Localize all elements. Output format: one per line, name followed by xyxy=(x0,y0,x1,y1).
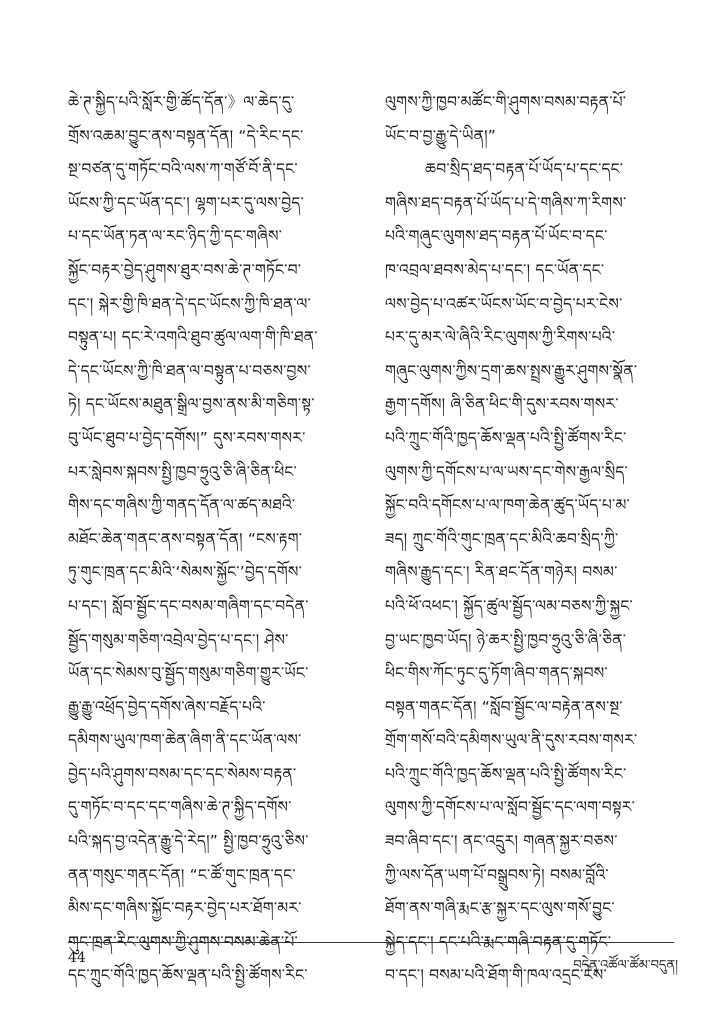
text-line: ཡོང་བ་བྱ་རྒྱུ་དེ་ཡིན།” xyxy=(385,126,497,145)
text-line: པའི་སྐད་བྱ་འདེན་རྒྱུ་དེ་རེད།” སྤྱི་ཁྱབ་ཧྲུའུ་ཅིས་ xyxy=(68,832,309,851)
text-line: ཀྱི་ལས་དོན་ཡག་པོ་བསྒྲུབས་ཏེ། བསམ་བློའི་ xyxy=(385,865,609,884)
text-line: གཞིས་རྒྱུད་དང་། རིན་ཐང་དོན་གཉེར། བསམ་ xyxy=(385,563,618,582)
text-line: སྦྱོད་གསུམ་གཅིག་འབྲེལ་བྱེད་པ་དང་། ཤེས་ xyxy=(68,630,289,649)
text-line: བུ་ཡོང་ཐུབ་པ་བྱེད་དགོས།” དུས་རབས་གསར་ xyxy=(68,428,306,447)
text-line: བསྟུན་པ། དང་རེ་འགའི་ཐུབ་ཚུལ་ལག་གི་ཁི་ཐན་ xyxy=(68,328,318,347)
text-line: མིས་དང་གཞིས་སྐྱོང་བརྟར་བྱེད་པར་ཐོག་མར་ xyxy=(68,899,302,918)
text-line: དམིགས་ཡུལ་ཁག་ཆེན་ཞིག་ནི་དང་ཡོན་ལས་ xyxy=(68,731,302,750)
text-line: གཞིས་ཐད་བརྟན་པོ་ཡོད་པ་དེ་གཞིས་ཀ་རིགས་ xyxy=(385,193,627,212)
text-line: སྐྱོང་བའི་དགོངས་པ་ལ་ཁག་ཆེན་ཚུད་ཡོད་པ་མ་ xyxy=(385,496,630,515)
text-line: པ་དང་ཡོན་ཏན་ལ་རང་ཉིད་ཀྱི་དང་གཞིས་ xyxy=(68,227,283,246)
running-title: བདེན་འཚོལ་ཚོམ་བདུན། xyxy=(573,958,678,973)
text-line: གུང་ཁྲན་རིང་ལུགས་ཀྱི་ཤུགས་བསམ་ཆེན་པོ་ xyxy=(68,932,298,951)
text-line: ཟབ་ཞིབ་དང་། ནང་འདྲུར། གཞན་སྐྱར་བཅས་ xyxy=(385,832,618,851)
text-line: ཟད། ཀྲུང་གོའི་གུང་ཁྲན་དང་མིའི་ཆབ་སྲིད་ཀྱི་ xyxy=(385,529,619,548)
text-line: ཁ་འབྲལ་ཐབས་མེད་པ་དང་། དང་ཡོན་དང་ xyxy=(385,260,605,279)
text-line: ཕིང་གིས་ཀོང་ཏུང་དུ་ཏོག་ཞིབ་གནད་སྐབས་ xyxy=(385,664,608,683)
text-line: ལུགས་ཀྱི་དགོངས་པ་ལ་སློབ་སྦྱོང་དང་ལག་བསྟར་ xyxy=(385,798,636,817)
text-line: དུ་གཏོང་བ་དང་དང་གཞིས་ཆེ་ཊ་སྐྱིད་དགོས་ xyxy=(68,798,292,817)
text-line: པའི་ཀྲུང་གོའི་ཁྱད་ཆོས་ལྡན་པའི་སྤྱི་ཚོགས་རིང་ xyxy=(385,764,627,783)
text-line: མཐོང་ཆེན་གནང་ནས་བསྟན་དོན། “ངས་རྟག་ xyxy=(68,529,303,548)
text-line: ཆེ་ཊ་སྐྱིད་པའི་སློར་གྱི་ཚོད་དོན་》ལ་ཆེད་དུ་ xyxy=(68,93,295,111)
text-line: ཡོངས་ཀྱི་དང་ཡོན་དང་། ལྷག་པར་དུ་ལས་བྱེད་ xyxy=(68,193,305,212)
text-line: པ་དང་། སློབ་སྦྱོང་དང་བསམ་གཞིག་དང་བདེན་ xyxy=(68,596,309,615)
footer-rule xyxy=(68,942,674,943)
text-line: ཐོག་ནས་གཞི་རྨང་རྩ་སྐྱར་དང་ལུས་གསོ་བྱུང་ xyxy=(385,899,615,918)
text-line: གཞུང་ལུགས་ཀྱིས་དྲག་ཆས་སྤྲས་རྒྱུར་ཤུགས་སྣོན་ xyxy=(385,361,638,380)
text-line: རྒྱུ་རྒྱུ་འཕྲོད་བྱེད་དགོས་ཞེས་བརྗོད་པའི་ xyxy=(68,697,266,716)
text-line: པར་སླེབས་སྐབས་སྤྱི་ཁྱབ་ཧྲུའུ་ཅི་ཞི་ཅིན་ཕིང་ xyxy=(68,462,298,481)
text-line: ཆབ་སྲིད་ཐད་བརྟན་པོ་ཡོད་པ་དང་དང་ xyxy=(425,160,624,179)
text-line: རྒྱག་དགོས། ཞི་ཅིན་ཕིང་གི་དུས་རབས་གསར་ xyxy=(385,395,619,414)
text-line: སྔ་བཙན་དུ་གཏོང་བའི་ལས་ཀ་གཙོ་བོ་ནི་དང་ xyxy=(68,160,298,179)
text-line: བ་དང་། བསམ་པའི་ཐོག་གི་ཁལ་འདྲང་ངེས་ xyxy=(385,966,607,985)
text-line: བྱ་ཡང་ཁྱབ་ཡོད། ཉེ་ཆར་སྤྱི་ཁྱབ་ཧྲུའུ་ཅི་ཞི་ཅིན་ xyxy=(385,630,627,649)
text-line: གྲོག་གསོ་བའི་དམིགས་ཡུལ་ནི་དུས་རབས་གསར་ xyxy=(385,731,638,750)
text-line: སྐྱེད་དང་། དང་པའི་རྨང་གཞི་བརྟན་དུ་གཏོང་ xyxy=(385,932,612,951)
text-line: ཏུ་གུང་ཁྲན་དང་མིའི་‘སེམས་སྐྱོང་’བྱེད་དགོས་ xyxy=(68,563,303,582)
text-line: པར་དུ་མར་ལེ་ཞིའི་རིང་ལུགས་ཀྱི་རིགས་པའི་ xyxy=(385,328,616,347)
text-line: ཏེ། དང་ཡོངས་མཐུན་སྒྲིལ་བྱས་ནས་མི་གཅིག་སྟ་ xyxy=(68,395,315,414)
text-line: ཡོན་དང་སེམས་བུ་སྦྱོད་གསུམ་གཅིག་གྱུར་ཡོང་ xyxy=(68,664,309,683)
text-line: སྐྱོང་བརྟར་བྱེད་ཤུགས་ཐུར་བས་ཆེ་ཊ་གཏོང་བ་ xyxy=(68,260,302,279)
text-line: ལུགས་ཀྱི་ཁྱབ་མཚོང་གི་ཤུགས་བསམ་བརྟན་པོ་ xyxy=(385,93,627,111)
text-line: གྲོས་འཆམ་བྱུང་ནས་བསྟན་དོན། “དེ་རིང་དང་ xyxy=(68,126,304,145)
text-line: དང་། སྐེར་གྱི་ཁི་ཐན་དེ་དང་ཡོངས་ཀྱི་ཁི་ཐན་ལ་ xyxy=(68,294,312,313)
text-line: བསྟན་གནང་དོན། “སློབ་སྦྱོང་ལ་བརྟེན་ནས་སྔ་ xyxy=(385,697,623,716)
page-number: 44 xyxy=(68,950,86,966)
left-text-column xyxy=(68,86,358,993)
text-line: དེ་དང་ཡོངས་ཀྱི་ཁི་ཐན་ལ་བསྟུན་པ་བཅས་བྱས་ xyxy=(68,361,311,380)
text-line: ལུགས་ཀྱི་དགོངས་པ་ལ་ཡས་དང་གེས་རྒྱལ་སྲིད་ xyxy=(385,462,628,481)
right-text-column xyxy=(385,86,675,993)
text-line: དང་ཀྲུང་གོའི་ཁྱད་ཆོས་ལྡན་པའི་སྤྱི་ཚོགས་རིང་ xyxy=(68,966,308,985)
text-line: པའི་ཀྲུང་གོའི་ཁྱད་ཆོས་ལྡན་པའི་སྤྱི་ཚོགས་རིང་ xyxy=(385,428,627,447)
text-line: པའི་ཕོ་འཕང་། སྐྱོད་ཚུལ་སྦྱོད་ལམ་བཅས་ཀྱི་སྐྱང་ xyxy=(385,596,633,615)
text-line: པའི་གཞུང་ལུགས་ཐད་བརྟན་པོ་ཡོང་བ་དང་ xyxy=(385,227,608,246)
text-line: ལས་བྱེད་པ་འཚར་ཡོངས་ཡོང་བ་བྱེད་པར་ངེས་ xyxy=(385,294,623,313)
text-line: བྱེད་པའི་ཤུགས་བསམ་དང་དང་སེམས་བརྟན་ xyxy=(68,764,297,783)
text-line: གིས་དང་གཞིས་ཀྱི་གནད་དོན་ལ་ཚད་མཐའི་ xyxy=(68,496,296,515)
text-line: ནན་གསུང་གནང་དོན། “ང་ཚོ་གུང་ཁྲན་དང་ xyxy=(68,865,296,884)
